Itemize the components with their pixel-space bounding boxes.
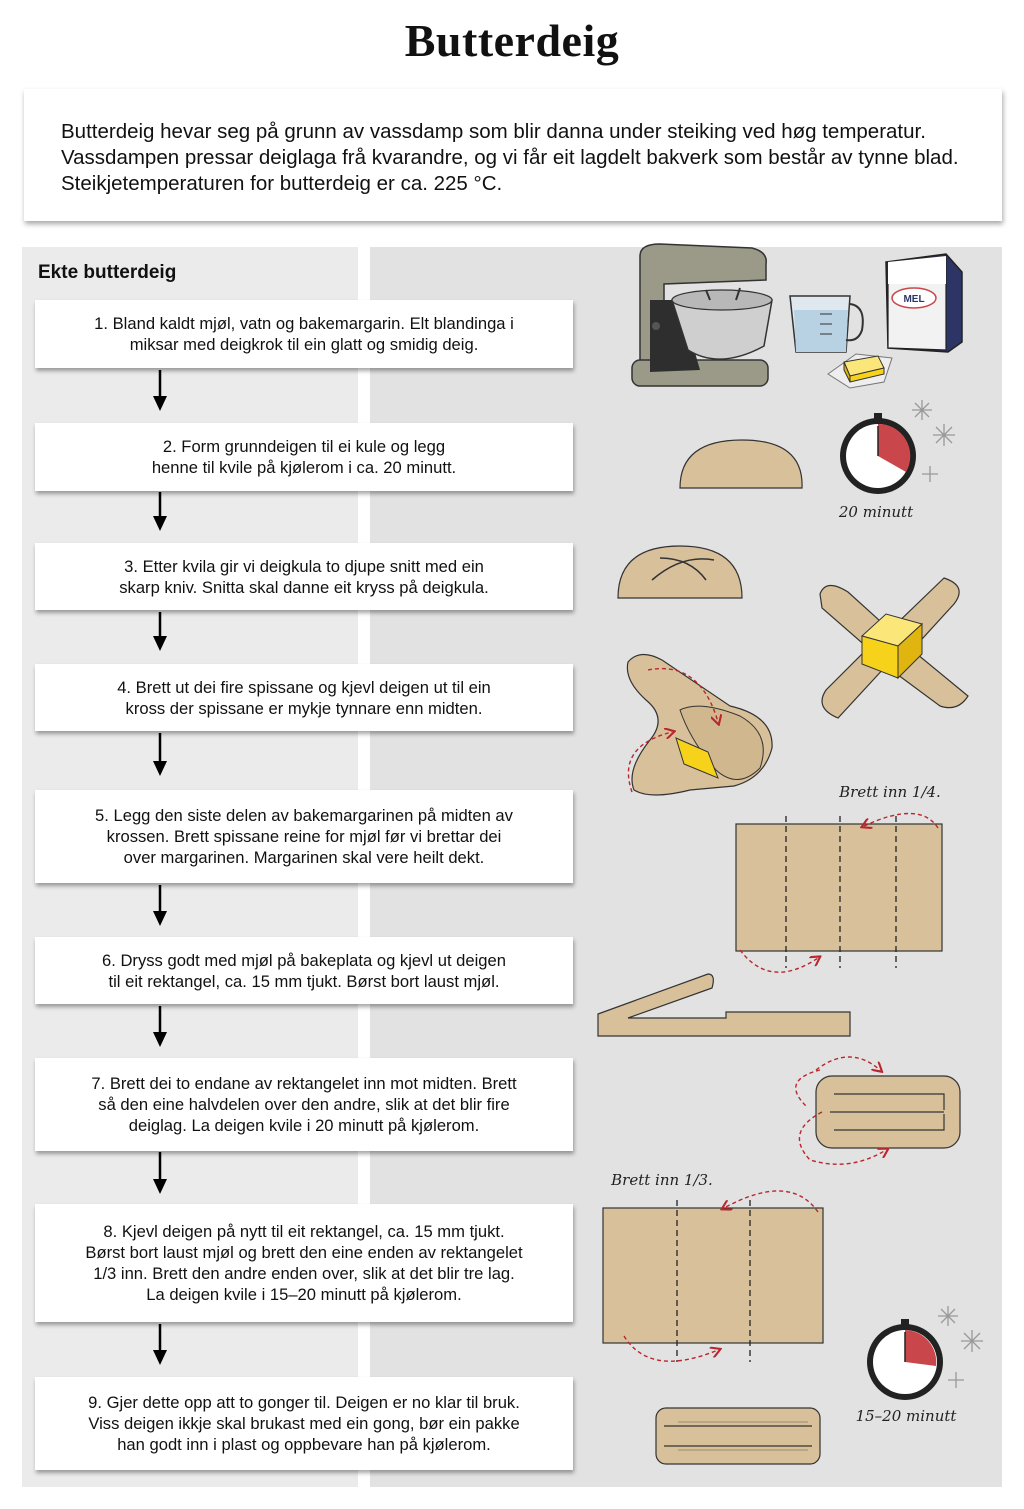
intro-box: Butterdeig hevar seg på grunn av vassdamp som blir danna under steiking ved høg temperatur. Vassdampen pressar deiglaga frå kvarandre, og vi får eit lagdelt bakverk som består av tynne blad. Steikjetemperaturen for butterdeig er ca. 225 °C. bbox=[24, 89, 1002, 221]
step-text: 7. Brett dei to endane av rektangelet inn mot midten. Brett så den eine halvdelen over den andre, slik at det blir fire deiglag. La deigen kvile i 20 minutt på kjølerom. bbox=[91, 1074, 517, 1135]
step-text: 4. Brett ut dei fire spissane og kjevl deigen ut til ein kross der spissane er mykje tynnare enn midten. bbox=[117, 677, 491, 718]
page-title: Butterdeig bbox=[404, 15, 620, 66]
section-title: Ekte butterdeig bbox=[38, 262, 177, 283]
stand-mixer-icon bbox=[632, 244, 772, 386]
step-text: 2. Form grunndeigen til ei kule og legg henne til kvile på kjølerom i ca. 20 minutt. bbox=[151, 437, 457, 477]
step-text: 5. Legg den siste delen av bakemargarinen på midten av krossen. Brett spissane reine for mjøl før vi brettar dei over margarinen. Margarinen skal vere heilt dekt. bbox=[95, 806, 513, 867]
timer-icon bbox=[867, 1319, 943, 1400]
four-layer-fold-icon bbox=[816, 1076, 960, 1148]
timer-2-label: 15–20 minutt bbox=[855, 1407, 957, 1425]
step-text: 6. Dryss godt med mjøl på bakeplata og kjevl ut deigen til eit rektangel, ca. 15 mm tjukt. Børst bort laust mjøl. bbox=[102, 950, 506, 991]
fold-third-label: Brett inn 1/3. bbox=[611, 1171, 713, 1189]
dough-rectangle-quarter-icon bbox=[736, 824, 942, 951]
snowflake-icon bbox=[938, 1306, 983, 1388]
step-text: 1. Bland kaldt mjøl, vatn og bakemargarin. Elt blandinga i miksar med deigkrok til ein glatt og smidig deig. bbox=[94, 314, 514, 354]
fold-quarter-label: Brett inn 1/4. bbox=[839, 783, 941, 801]
timer-1-label: 20 minutt bbox=[838, 503, 914, 521]
butter-block-icon bbox=[828, 354, 892, 388]
folded-strip-icon bbox=[598, 974, 850, 1036]
timer-icon bbox=[840, 413, 916, 494]
snowflake-icon bbox=[912, 400, 955, 482]
scored-dough-icon bbox=[618, 546, 742, 598]
dough-ball-icon bbox=[680, 440, 802, 488]
measuring-jug-icon bbox=[790, 296, 863, 352]
flour-bag-label: MEL bbox=[903, 294, 925, 305]
dough-rectangle-third-icon bbox=[603, 1208, 823, 1343]
step-text: 9. Gjer dette opp att to gonger til. Deigen er no klar til bruk. Viss deigen ikkje skal brukast med ein gong, bør ein pakke han godt inn i plast og oppbevare han på kjølerom. bbox=[88, 1393, 520, 1454]
step-text: 3. Etter kvila gir vi deigkula to djupe snitt med ein skarp kniv. Snitta skal danne eit kryss på deigkula. bbox=[119, 556, 489, 597]
three-layer-fold-icon bbox=[656, 1408, 820, 1464]
step-text: 8. Kjevl deigen på nytt til eit rektangel, ca. 15 mm tjukt. Børst bort laust mjøl og brett den eine enden av rektangelet 1/3 inn. Brett den andre enden over, slik at det blir tre lag. La deigen kvile i 15–20 minutt på kjølerom. bbox=[85, 1222, 523, 1304]
